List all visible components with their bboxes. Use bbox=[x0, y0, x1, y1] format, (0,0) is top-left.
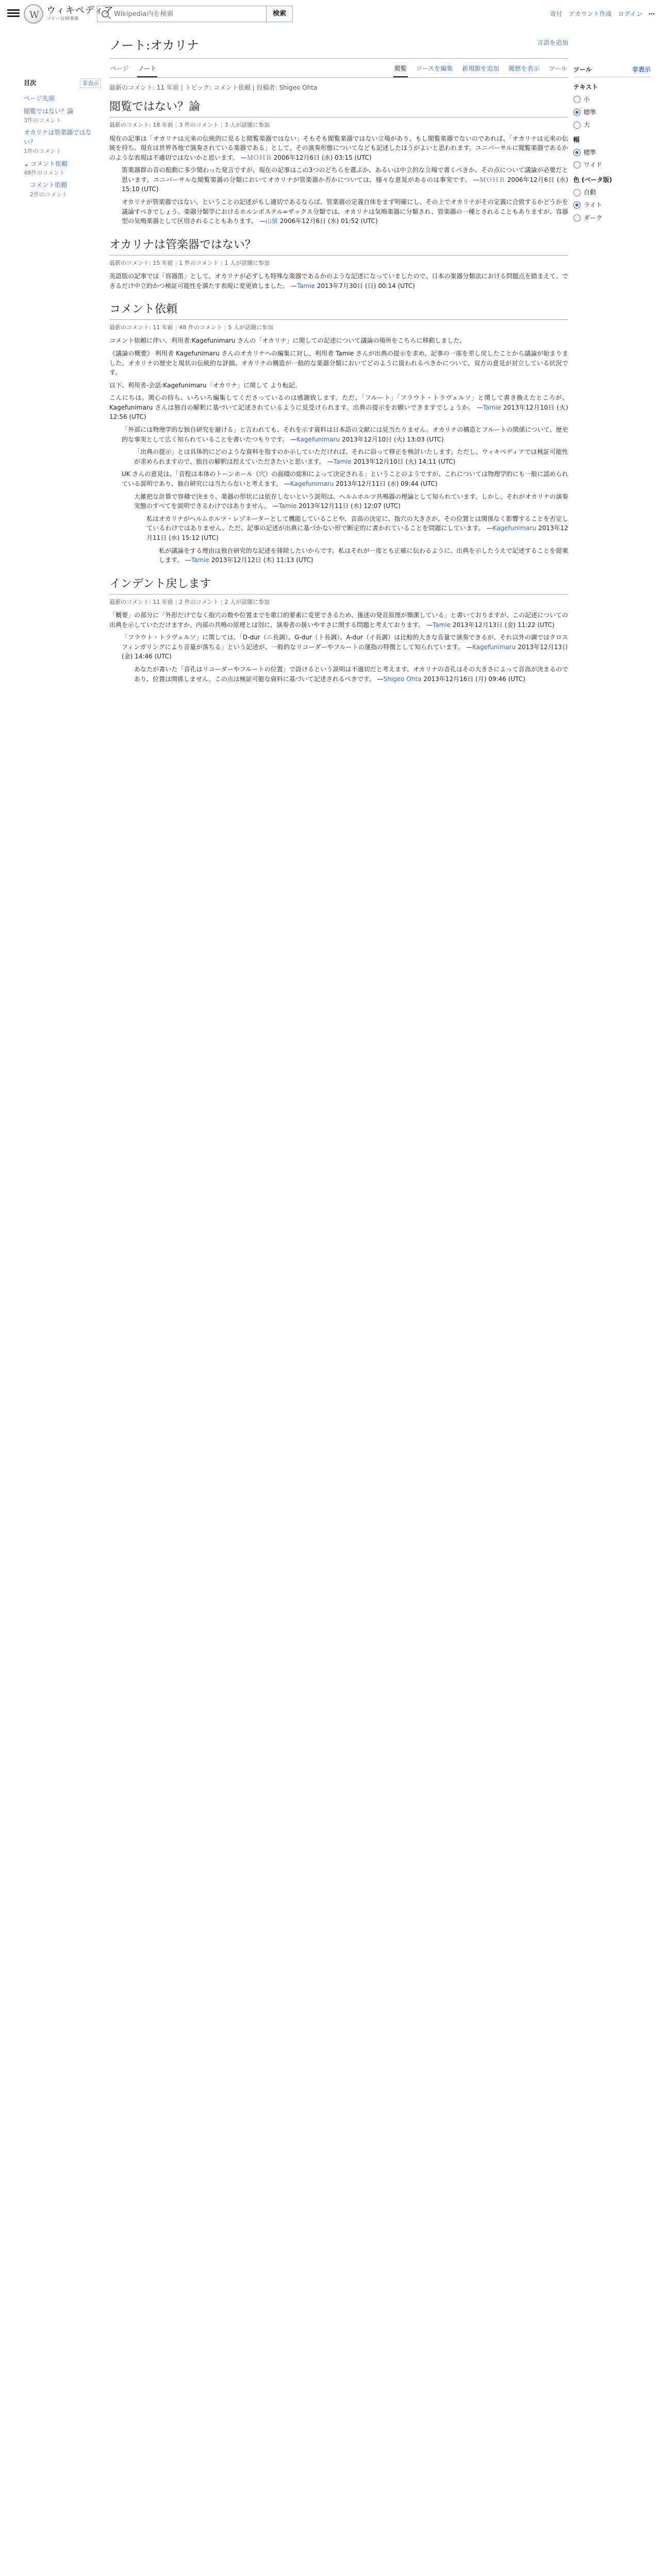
meta-item: 5 人が話題に参加 bbox=[228, 324, 274, 331]
user-signature-link[interactable]: Shigeo Ohta bbox=[383, 675, 422, 683]
meta-item: 2 件のコメント bbox=[179, 598, 219, 605]
comment-text: 私が議論をする理由は独自研究的な記述を排除したいからです。私はそれが一度とも正確に伝わるように、出典を示したうえで記述することを提案します。 bbox=[159, 547, 568, 564]
comment: 現在の記事は「オカリナは元来の伝統的に見ると閲覧楽器ではない」そもそも閲覧楽器ではない立場があり、もし閲覧楽器でないのであれば、「オカリナは元来の伝統を持ち、現在は世界各地で演奏されている楽器である」として、その演奏形態についてなども記述したほうがよいと思われます。ユニバーサルに閲覧楽器であるかのような表現は不適切ではないかと思います。 —ＭＯＨＢ 2006年12月6日 (水) 03:15 (UTC) bbox=[109, 134, 568, 161]
width-standard[interactable] bbox=[573, 148, 651, 158]
meta-item: 最新のコメント: 11 年前 bbox=[109, 324, 173, 331]
meta-item: 1 人が話題に参加 bbox=[224, 259, 270, 266]
tools-header bbox=[573, 65, 651, 77]
comment-text: 「出典の提示」とは具体的にどのような資料を指すのか示していただければ、それに沿って修正を検討いたします。ただし、ウィキペディアでは検証可能性が求められますので、独自の解釈は控えていただきたいと思います。 bbox=[134, 448, 568, 465]
color-light[interactable] bbox=[573, 200, 651, 210]
comment: 「概要」の部分に「外形だけでなく指穴の数や位置までを歌口的要素に変更できるため、後述の発音原理が簡潔している」と書いておりますが、この記述についての出典を示していただけますか。内部の共鳴の原理とは別に、演奏者の扱いやすさに関する問題と考えております。 —Tamie 2013年12月13日 (金) 11:22 (UTC) bbox=[109, 611, 568, 629]
page-tabs bbox=[109, 61, 568, 78]
radio-icon bbox=[573, 214, 581, 222]
comment-timestamp[interactable]: 2013年12月11日 (水) 12:07 (UTC) bbox=[299, 502, 401, 510]
donate-link[interactable]: 寄付 bbox=[550, 10, 562, 18]
meta-separator: | bbox=[175, 122, 177, 129]
toc-item-section-3[interactable] bbox=[24, 158, 101, 179]
tab-history[interactable]: 履歴を表示 bbox=[508, 65, 540, 73]
user-signature-link[interactable]: Tamie bbox=[333, 457, 352, 465]
toc-item-label: コメント依頼 bbox=[30, 160, 68, 167]
meta-separator: | bbox=[175, 598, 177, 605]
section-heading: インデント戻します bbox=[109, 575, 568, 595]
comment-text: あなたが書いた「音孔はリコーダーやフルートの位置」で設けるという説明は不適切だと考えます。オカリナの音孔はその大きさによって音高が決まるのであり、位置は関係しません。この点は検証可能な資料に基づいて記述されるべきです。 bbox=[134, 665, 568, 683]
comment-timestamp[interactable]: 2013年12月13日 (金) 14:46 (UTC) bbox=[122, 643, 568, 660]
radio-label: 自動 bbox=[584, 189, 597, 196]
toc-item-count: 2件のコメント bbox=[30, 191, 68, 198]
tools-title: ツール bbox=[573, 66, 592, 73]
main-menu-icon[interactable] bbox=[7, 8, 20, 20]
meta-separator: | bbox=[175, 259, 177, 266]
site-header bbox=[0, 0, 662, 29]
comment: 「外部には物理学的な独自研究を避ける」と言われても、それを示す資料は日本語の文献には見当たりません。オカリナの構造とフルートの関係について、歴史的な事実として広く知られていることを書いたつもりです。 —Kagefunimaru 2013年12月10日 (火) 13:03 (UTC) bbox=[122, 426, 568, 443]
comment-timestamp[interactable]: 2013年12月10日 (火) 12:56 (UTC) bbox=[109, 403, 568, 421]
toc-item-label: ページ先頭 bbox=[24, 95, 55, 103]
search-box bbox=[97, 6, 293, 22]
tab-edit-source[interactable]: ソースを編集 bbox=[416, 65, 453, 73]
meta-separator: | bbox=[175, 324, 177, 331]
toc-item-section-4[interactable] bbox=[24, 179, 101, 200]
section-heading: コメント依頼 bbox=[109, 301, 568, 320]
comment-text: UK さんの意見は、「音程は本体のトーンホール（穴）の面積の総和によって決定される」ということのようですが、これについては物理学的にも一般に認められている説明であり、独自研究には当たらないと考えます。 bbox=[122, 470, 568, 488]
meta-item: 最新のコメント: 11 年前 bbox=[109, 598, 173, 605]
radio-selected-icon bbox=[573, 201, 581, 209]
comment-timestamp[interactable]: 2013年12月11日 (水) 15:12 (UTC) bbox=[146, 524, 568, 542]
section-heading: オカリナは管楽器ではない？ bbox=[109, 236, 568, 256]
login-link[interactable]: ログイン bbox=[618, 10, 642, 18]
comment-timestamp[interactable]: 2006年12月6日 (水) 15:10 (UTC) bbox=[122, 176, 568, 193]
user-signature-link[interactable]: ＭＯＨＢ bbox=[246, 154, 272, 161]
meta-item: 2 人が話題に参加 bbox=[224, 598, 270, 605]
meta-separator: | bbox=[220, 598, 223, 605]
comment: 笛楽器群の音の振動に多少関わった発言ですが、現在の記事はこの3つのどちらを選ぶか、あるいは中立的な立場で書くべきか、その点について議論が必要だと思います。ユニバーサルな閲覧楽器の分類においてオカリナが管楽器か否かについては、様々な意見があるのは事実です。 —ＭＯＨＢ 2006年12月6日 (水) 15:10 (UTC) bbox=[122, 166, 569, 193]
globe-icon bbox=[24, 4, 43, 24]
search-icon bbox=[102, 10, 109, 18]
radio-label: ライト bbox=[584, 201, 602, 209]
user-signature-link[interactable]: Kagefunimaru bbox=[492, 524, 536, 532]
comment-text: 以下、利用者‐会話:Kagefunimaru「オカリナ」に関して より転記。 bbox=[109, 381, 301, 389]
radio-icon bbox=[573, 161, 581, 168]
meta-item: 1 件のコメント bbox=[179, 259, 219, 266]
comment-text: 笛楽器群の音の振動に多少関わった発言ですが、現在の記事はこの3つのどちらを選ぶか、あるいは中立的な立場で書くべきか、その点について議論が必要だと思います。ユニバーサルな閲覧楽器の分類においてオカリナが管楽器か否かについては、様々な意見があるのは事実です。 bbox=[122, 166, 569, 183]
more-options-icon[interactable]: ⋯ bbox=[649, 10, 655, 18]
color-auto[interactable] bbox=[573, 188, 651, 197]
section-meta bbox=[109, 598, 568, 606]
comment-text: コメント依頼に伴い、利用者:Kagefunimaru さんの「オカリナ」に関しての記述について議論の場所をこちらに移動しました。 bbox=[109, 337, 466, 345]
comment-timestamp[interactable]: 2013年12月12日 (木) 11:13 (UTC) bbox=[211, 556, 313, 564]
toc-hide-button[interactable]: 非表示 bbox=[80, 78, 101, 88]
comment: 私が議論をする理由は独自研究的な記述を排除したいからです。私はそれが一度とも正確に伝わるように、出典を示したうえで記述することを提案します。 —Tamie 2013年12月12日 (木) 11:13 (UTC) bbox=[159, 547, 568, 564]
section-heading: 閲覧ではない？論 bbox=[109, 98, 568, 117]
text-size-small[interactable] bbox=[573, 95, 651, 105]
width-wide[interactable] bbox=[573, 160, 651, 170]
comment bbox=[109, 381, 568, 391]
main-content bbox=[109, 33, 568, 687]
comment: 「出典の提示」とは具体的にどのような資料を指すのか示していただければ、それに沿って修正を検討いたします。ただし、ウィキペディアでは検証可能性が求められますので、独自の解釈は控えていただきたいと思います。 —Tamie 2013年12月10日 (火) 14:11 (UTC) bbox=[134, 448, 568, 465]
toc-title: 目次 bbox=[24, 79, 37, 87]
comment: 英語版の記事では「容器笛」として、オカリナが必ずしも特殊な楽器であるかのような記述になっていましたので、日本の楽器分類法における問題点を踏まえて、できるだけ中立的かつ検証可能性を満たす表現に変更致しました。 —Tamie 2013年7月30日 (日) 00:14 (UTC) bbox=[109, 273, 568, 290]
user-signature-link[interactable]: 山猿 bbox=[265, 217, 278, 225]
section-meta bbox=[109, 259, 568, 267]
radio-label: 標準 bbox=[584, 148, 597, 156]
appearance-panel bbox=[573, 65, 651, 226]
comment-timestamp[interactable]: 2006年12月6日 (水) 01:52 (UTC) bbox=[279, 217, 378, 225]
toc-item-label: オカリナは管楽器ではない？ bbox=[24, 129, 92, 146]
meta-separator: | bbox=[220, 259, 223, 266]
comment-timestamp[interactable]: 2013年12月11日 (水) 09:44 (UTC) bbox=[336, 480, 438, 488]
page-tagline: 最新のコメント: 11 年前 | トピック: コメント依頼 | 投稿者: Shigeo Ohta bbox=[109, 83, 318, 91]
tab-page[interactable]: ページ bbox=[110, 65, 129, 73]
comment bbox=[109, 349, 568, 378]
logo-title: ウィキペディア bbox=[46, 5, 114, 16]
user-signature-link[interactable]: Tamie bbox=[191, 556, 209, 564]
meta-item: 最新のコメント: 15 年前 bbox=[109, 259, 173, 266]
comment: 私はオカリナがヘルムホルツ・レゾネーターとして機能していることや、音高の決定に、指穴の大きさが、その位置とは関係なく影響することを否定しているわけではありません。ただ、記事の記述が出典に基づかない形で断定的に書かれていることを問題にしています。 —Kagefunimaru 2013年12月11日 (水) 15:12 (UTC) bbox=[146, 515, 568, 542]
create-account-link[interactable]: アカウント作成 bbox=[568, 10, 612, 18]
text-size-large[interactable] bbox=[573, 120, 651, 130]
section-meta bbox=[109, 323, 568, 332]
width-label: 幅 bbox=[573, 135, 580, 143]
color-dark[interactable] bbox=[573, 213, 651, 223]
comment: 大雑把な計算で容積で決まり、楽器の形状には依存しないという説明は、ヘルムホルツ共鳴器の理論として知られています。しかし、それがオカリナの演奏実態のすべてを説明できるわけではありません。 —Tamie 2013年12月11日 (水) 12:07 (UTC) bbox=[134, 493, 568, 510]
comment-text: 現在の記事は「オカリナは元来の伝統的に見ると閲覧楽器ではない」そもそも閲覧楽器ではない立場があり、もし閲覧楽器でないのであれば、「オカリナは元来の伝統を持ち、現在は世界各地で演奏されている楽器である」として、その演奏形態についてなども記述したほうがよいと思われます。ユニバーサルに閲覧楽器であるかのような表現は不適切ではないかと思います。 bbox=[109, 134, 568, 161]
tab-talk[interactable]: ノート bbox=[137, 61, 158, 77]
toc-item-section-2[interactable] bbox=[24, 126, 101, 157]
comment bbox=[109, 336, 568, 346]
radio-label: ダーク bbox=[584, 214, 603, 222]
radio-label: ワイド bbox=[584, 161, 602, 169]
user-signature-link[interactable]: Tamie bbox=[483, 403, 501, 411]
radio-selected-icon bbox=[573, 109, 581, 116]
radio-icon bbox=[573, 122, 581, 129]
section-meta bbox=[109, 121, 568, 129]
color-label: 色 (ベータ版) bbox=[573, 176, 613, 183]
comment: オカリナが管楽器ではない、ということの記述がもし適切であるならば、管楽器の定義自体をまず明確にし、その上でオカリナがその定義に合致するかどうかを議論すべきでしょう。楽器分類学におけるホルンボステル=ザックス分類では、オカリナは気鳴楽器に分類され、管楽器の一種とされることもありますが、容器型の気鳴楽器として区別されることもあります。 —山猿 2006年12月6日 (水) 01:52 (UTC) bbox=[122, 198, 568, 225]
comment-timestamp[interactable]: 2013年12月10日 (火) 14:11 (UTC) bbox=[353, 457, 456, 465]
meta-separator: | bbox=[224, 324, 226, 331]
user-signature-link[interactable]: Tamie bbox=[296, 282, 315, 290]
tab-tools[interactable]: ツール bbox=[549, 65, 567, 73]
text-size-standard[interactable] bbox=[573, 108, 651, 117]
comment-text: 《議論の概要》 利用者 Kagefunimaru さんのオカリナへの編集に対し、利用者 Tamie さんが出典の提示を求め、記事の一部を差し戻したことから議論が始まりました。オカリナの歴史と現状の伝統的な評価、オカリナの構造が一般的な楽器分類においてどのように扱われるべきかについて、双方の意見が対立している状況です。 bbox=[109, 349, 568, 377]
comment-timestamp[interactable]: 2013年12月16日 (月) 09:46 (UTC) bbox=[423, 675, 525, 683]
radio-selected-icon bbox=[573, 149, 581, 156]
talk-sections bbox=[109, 98, 568, 684]
user-signature-link[interactable]: ＭＯＨＢ bbox=[479, 176, 505, 183]
radio-icon bbox=[573, 189, 581, 196]
add-language-button[interactable]: 言語を追加 bbox=[537, 39, 568, 46]
toc-item-count: 3件のコメント bbox=[24, 117, 61, 124]
comment-text: 「概要」の部分に「外形だけでなく指穴の数や位置までを歌口的要素に変更できるため、後述の発音原理が簡潔している」と書いておりますが、この記述についての出典を示していただけますか。内部の共鳴の原理とは別に、演奏者の扱いやすさに関する問題と考えております。 bbox=[109, 611, 568, 629]
comment: UK さんの意見は、「音程は本体のトーンホール（穴）の面積の総和によって決定される」ということのようですが、これについては物理学的にも一般に認められている説明であり、独自研究には当たらないと考えます。 —Kagefunimaru 2013年12月11日 (水) 09:44 (UTC) bbox=[122, 470, 568, 488]
toc-item-section-1[interactable] bbox=[24, 105, 101, 127]
comment: あなたが書いた「音孔はリコーダーやフルートの位置」で設けるという説明は不適切だと考えます。オカリナの音孔はその大きさによって音高が決まるのであり、位置は関係しません。この点は検証可能な資料に基づいて記述されるべきです。 —Shigeo Ohta 2013年12月16日 (月) 09:46 (UTC) bbox=[134, 665, 568, 683]
toc-item-label: コメント依頼 bbox=[30, 181, 68, 189]
meta-item: 3 人が話題に参加 bbox=[224, 122, 270, 129]
comment-text: オカリナが管楽器ではない、ということの記述がもし適切であるならば、管楽器の定義自体をまず明確にし、その上でオカリナがその定義に合致するかどうかを議論すべきでしょう。楽器分類学におけるホルンボステル=ザックス分類では、オカリナは気鳴楽器に分類され、管楽器の一種とされることもありますが、容器型の気鳴楽器として区別されることもあります。 bbox=[122, 198, 568, 225]
table-of-contents bbox=[24, 78, 101, 200]
meta-item: 最新のコメント: 18 年前 bbox=[109, 122, 173, 129]
user-signature-link[interactable]: Kagefunimaru bbox=[472, 643, 516, 651]
comment-text: 「フラウト・トラヴェルソ」に関しては、「D-dur（ニ長調）、G-dur（ト長調）、A-dur（イ長調）は比較的大きな音量で演奏できるが、それ以外の調ではクロスフィンガリングにより音量が落ちる」という記述が、一般的なリコーダーやフルートの運指の特徴として知られています。 bbox=[122, 634, 568, 651]
toc-item-label: 閲覧ではない？論 bbox=[24, 107, 74, 115]
tab-read[interactable]: 閲覧 bbox=[393, 61, 408, 77]
title-actions bbox=[537, 38, 568, 48]
radio-icon bbox=[573, 96, 581, 103]
view-tabs bbox=[393, 61, 568, 77]
logo-subtitle: フリー百科事典 bbox=[46, 16, 79, 22]
toc-header bbox=[24, 78, 101, 88]
comment-text: こんにちは。関心の持ち、いろいろ編集してくださっているのは感謝致します。ただ、「フルート」「フラウト・トラヴェルソ」と関して書き換えたところが、Kagefunimaru さんは独自の解釈に基づいて記述されているように見受けられます。出典の提示をお願いできますでしょうか。 bbox=[109, 394, 568, 411]
user-signature-link[interactable]: Tamie bbox=[278, 502, 297, 510]
chevron-down-icon[interactable]: ⌄ bbox=[24, 160, 29, 167]
comment: こんにちは。関心の持ち、いろいろ編集してくださっているのは感謝致します。ただ、「フルート」「フラウト・トラヴェルソ」と関して書き換えたところが、Kagefunimaru さんは独自の解釈に基づいて記述されているように見受けられます。出典の提示をお願いできますでしょうか。 —Tamie 2013年12月10日 (火) 12:56 (UTC) bbox=[109, 394, 568, 421]
comment-timestamp[interactable]: 2013年12月13日 (金) 11:22 (UTC) bbox=[452, 621, 555, 629]
meta-item: 3 件のコメント bbox=[179, 122, 219, 129]
namespace-tabs bbox=[109, 61, 157, 77]
page-title: ノート:オカリナ bbox=[109, 33, 568, 59]
text-size-label: テキスト bbox=[573, 83, 598, 91]
toc-item-count: 1件のコメント bbox=[24, 148, 61, 155]
tab-new-section[interactable]: 新規節を追加 bbox=[462, 65, 500, 73]
user-signature-link[interactable]: Kagefunimaru bbox=[296, 435, 340, 443]
meta-item: 48 件のコメント bbox=[179, 324, 222, 331]
search-input[interactable] bbox=[114, 10, 243, 18]
comment-text: 「外部には物理学的な独自研究を避ける」と言われても、それを示す資料は日本語の文献には見当たりません。オカリナの構造とフルートの関係について、歴史的な事実として広く知られていることを書いたつもりです。 bbox=[122, 426, 568, 443]
comment-text: 大雑把な計算で容積で決まり、楽器の形状には依存しないという説明は、ヘルムホルツ共鳴器の理論として知られています。しかし、それがオカリナの演奏実態のすべてを説明できるわけではありません。 bbox=[134, 493, 568, 510]
user-signature-link[interactable]: Kagefunimaru bbox=[290, 480, 334, 488]
comment-timestamp[interactable]: 2006年12月6日 (水) 03:15 (UTC) bbox=[273, 154, 372, 161]
search-button[interactable]: 検索 bbox=[266, 6, 293, 22]
comment-timestamp[interactable]: 2013年12月10日 (火) 13:03 (UTC) bbox=[342, 435, 444, 443]
tools-hide-button[interactable]: 非表示 bbox=[632, 66, 651, 73]
toc-item-count: 48件のコメント bbox=[24, 170, 65, 177]
meta-separator: | bbox=[220, 122, 223, 129]
comment-text: 英語版の記事では「容器笛」として、オカリナが必ずしも特殊な楽器であるかのような記述になっていましたので、日本の楽器分類法における問題点を踏まえて、できるだけ中立的かつ検証可能性を満たす表現に変更致しました。 bbox=[109, 273, 568, 290]
radio-label: 大 bbox=[584, 121, 590, 129]
user-links bbox=[550, 9, 655, 19]
user-signature-link[interactable]: Tamie bbox=[432, 621, 451, 629]
radio-label: 小 bbox=[584, 96, 590, 104]
comment: 「フラウト・トラヴェルソ」に関しては、「D-dur（ニ長調）、G-dur（ト長調）、A-dur（イ長調）は比較的大きな音量で演奏できるが、それ以外の調ではクロスフィンガリングにより音量が落ちる」という記述が、一般的なリコーダーやフルートの運指の特徴として知られています。 —Kagefunimaru 2013年12月13日 (金) 14:46 (UTC) bbox=[122, 634, 568, 660]
toc-item-top[interactable] bbox=[24, 92, 101, 105]
comment-timestamp[interactable]: 2013年7月30日 (日) 00:14 (UTC) bbox=[317, 282, 415, 290]
comment-text: 私はオカリナがヘルムホルツ・レゾネーターとして機能していることや、音高の決定に、指穴の大きさが、その位置とは関係なく影響することを否定しているわけではありません。ただ、記事の記述が出典に基づかない形で断定的に書かれていることを問題にしています。 bbox=[146, 515, 568, 532]
radio-label: 標準 bbox=[584, 108, 597, 116]
